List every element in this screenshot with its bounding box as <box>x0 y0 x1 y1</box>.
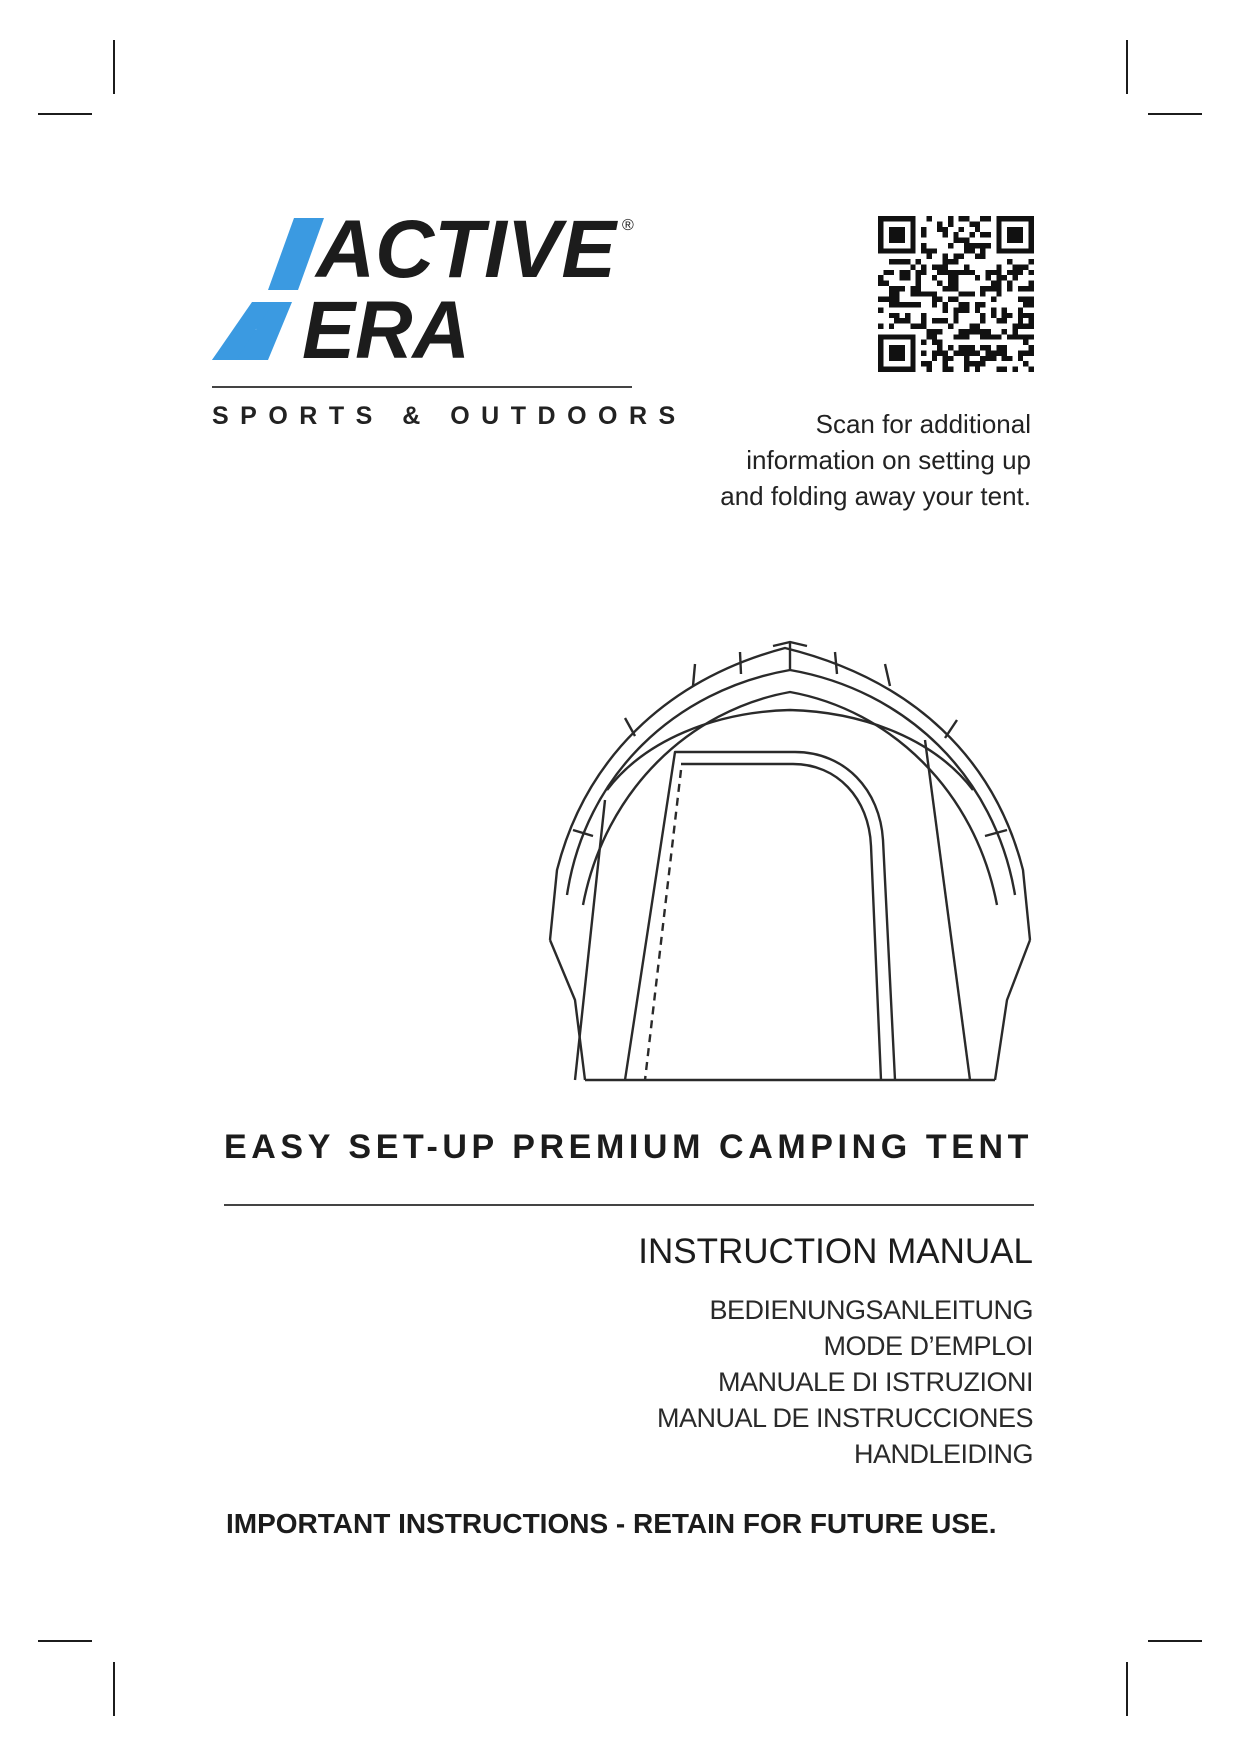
crop-mark-bottom-left-vertical <box>113 1662 115 1716</box>
translation-line: MANUAL DE INSTRUCCIONES <box>656 1403 1033 1433</box>
logo-line2: ERA <box>302 285 470 370</box>
title-divider <box>224 1204 1034 1206</box>
qr-caption-line: Scan for additional <box>815 409 1031 439</box>
translation-line: BEDIENUNGSANLEITUNG <box>709 1295 1033 1325</box>
crop-mark-top-left-vertical <box>113 40 115 94</box>
qr-caption-line: information on setting up <box>746 445 1031 475</box>
crop-mark-bottom-right-vertical <box>1126 1662 1128 1716</box>
product-title: EASY SET-UP PREMIUM CAMPING TENT <box>224 1128 1034 1166</box>
translation-line: MODE D’EMPLOI <box>823 1331 1033 1361</box>
crop-mark-bottom-right-horizontal <box>1148 1640 1202 1642</box>
crop-mark-top-left-horizontal <box>38 113 92 115</box>
qr-code-icon[interactable] <box>878 216 1034 372</box>
qr-caption-line: and folding away your tent. <box>720 481 1031 511</box>
active-era-logo <box>212 200 652 370</box>
important-notice: IMPORTANT INSTRUCTIONS - RETAIN FOR FUTURE USE. <box>226 1508 997 1539</box>
logo-divider <box>212 386 632 388</box>
logo-registered-mark: ® <box>622 217 634 234</box>
crop-mark-top-right-horizontal <box>1148 113 1202 115</box>
crop-mark-top-right-vertical <box>1126 40 1128 94</box>
manual-heading: INSTRUCTION MANUAL <box>638 1232 1033 1271</box>
manual-translations <box>657 1292 1033 1472</box>
crop-mark-bottom-left-horizontal <box>38 1640 92 1642</box>
logo-line1: ACTIVE <box>314 204 619 295</box>
brand-tagline: SPORTS & OUTDOORS <box>212 402 687 430</box>
translation-line: HANDLEIDING <box>853 1439 1033 1469</box>
translation-line: MANUALE DI ISTRUZIONI <box>717 1367 1033 1397</box>
qr-caption <box>611 406 1031 514</box>
tent-icon <box>545 640 1035 1095</box>
